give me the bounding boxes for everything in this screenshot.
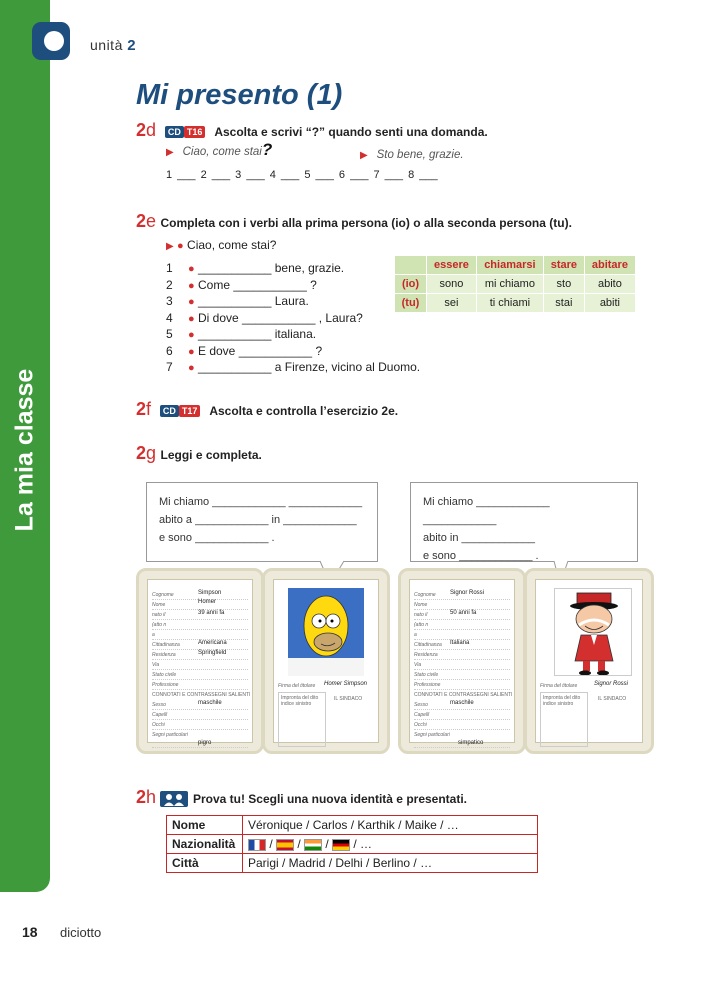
- list-item[interactable]: 2 ● Come ___________ ?: [166, 277, 317, 292]
- rossi-photo: [554, 588, 632, 676]
- id-card-homer-photo: Firma del titolare Homer Simpson Impronta del dito indice sinistro IL SINDACO: [262, 568, 390, 754]
- list-item[interactable]: 1 ● ___________ bene, grazie.: [166, 261, 345, 275]
- list-item[interactable]: 3 ● ___________ Laura.: [166, 294, 309, 308]
- fingerprint-box: Impronta del dito indice sinistro: [278, 692, 326, 747]
- table-cell: sto: [543, 275, 584, 294]
- flags-cell: / / / / …: [243, 835, 538, 854]
- triangle-icon: ▶: [166, 147, 174, 158]
- identity-table: [166, 815, 538, 873]
- instruction-2h: Prova tu! Scegli una nuova identità e presentati.: [192, 792, 467, 806]
- list-item[interactable]: 6 ● E dove ___________ ?: [166, 343, 323, 358]
- example-2e: ▶ ● Ciao, come stai?: [166, 238, 277, 252]
- exercise-2g-header: 2g Leggi e completa.: [136, 443, 262, 463]
- homer-photo: [288, 588, 364, 676]
- row-label: Nome: [167, 816, 243, 835]
- instruction-2e: Completa con i verbi alla prima persona (io) o alla seconda persona (tu).: [160, 216, 572, 230]
- items-2e: [166, 261, 420, 377]
- spain-flag: [276, 839, 294, 851]
- table-cell: Parigi / Madrid / Delhi / Berlino / …: [243, 854, 538, 873]
- row-label: Nazionalità: [167, 835, 243, 854]
- table-cell: sei: [427, 294, 477, 313]
- id-card-rossi-photo: Firma del titolare Signor Rossi Impronta del dito indice sinistro IL SINDACO: [524, 568, 654, 754]
- table-cell: mi chiamo: [476, 275, 543, 294]
- answer-blanks-2d[interactable]: 1 ___ 2 ___ 3 ___ 4 ___ 5 ___ 6 ___ 7 ___ 8 ___: [166, 169, 438, 181]
- exercise-2f-header: 2f CD T17 Ascolta e controlla l’esercizio 2e.: [136, 399, 399, 419]
- row-label: (tu): [395, 294, 427, 313]
- exercise-2h-header: 2h Prova tu! Scegli una nuova identità e presentati.: [136, 787, 467, 807]
- list-item[interactable]: 7 ● ___________ a Firenze, vicino al Duomo.: [166, 360, 421, 374]
- row-label: (io): [395, 275, 427, 294]
- sidebar: [0, 0, 50, 892]
- id-card-homer-data: Cognome Simpson Nome Homer nato il 39 anni fa (atto n a Cittadinanza Americana Residenza Springfield Via Stato civile Professione CONNOTATI E CONTRASSEGNI SALIENTI Sesso maschile Capelli Occhi Segni particolari pigro: [136, 568, 264, 754]
- instruction-2g: Leggi e completa.: [160, 448, 262, 462]
- triangle-icon: ▶: [166, 241, 174, 252]
- pair-work-icon: [160, 791, 188, 807]
- speech-bubble-right[interactable]: Mi chiamo ____________ ____________ abito in ____________ e sono ____________ .: [410, 482, 638, 562]
- row-label: Città: [167, 854, 243, 873]
- table-cell: sono: [427, 275, 477, 294]
- table-header: chiamarsi: [476, 256, 543, 275]
- instruction-2f: Ascolta e controlla l’esercizio 2e.: [209, 404, 399, 418]
- exercise-2d-header: 2d CD T16 Ascolta e scrivi “?” quando senti una domanda.: [136, 120, 488, 140]
- track-badge: T16: [184, 126, 206, 138]
- instruction-2d: Ascolta e scrivi “?” quando senti una domanda.: [214, 125, 488, 139]
- table-header: essere: [427, 256, 477, 275]
- verb-table: [394, 255, 636, 313]
- cd-icon: CD: [165, 126, 184, 138]
- sample-answer: ▶ Sto bene, grazie.: [360, 149, 464, 161]
- exercise-2e-header: 2e Completa con i verbi alla prima persona (io) o alla seconda persona (tu).: [136, 211, 572, 231]
- table-header: abitare: [584, 256, 635, 275]
- unit-number: 2: [127, 37, 137, 54]
- table-header: stare: [543, 256, 584, 275]
- page-number: 18: [22, 924, 38, 940]
- table-cell: stai: [543, 294, 584, 313]
- chapter-icon: [32, 22, 70, 60]
- page-number-word: diciotto: [60, 925, 102, 940]
- fingerprint-box: Impronta del dito indice sinistro: [540, 692, 588, 747]
- list-item[interactable]: 5 ● ___________ italiana.: [166, 327, 317, 341]
- table-cell: abito: [584, 275, 635, 294]
- triangle-icon: ▶: [360, 150, 368, 161]
- cd-icon: CD: [160, 405, 179, 417]
- germany-flag: [332, 839, 350, 851]
- table-cell: ti chiami: [476, 294, 543, 313]
- list-item[interactable]: 4 ● Di dove ___________ , Laura?: [166, 310, 363, 325]
- id-card-rossi-data: Cognome Signor Rossi Nome nato il 50 anni fa (atto n a Cittadinanza Italiana Residenza Via Stato civile Professione CONNOTATI E CONTRASSEGNI SALIENTI Sesso maschile Capelli Occhi Segni particolari simpatico: [398, 568, 526, 754]
- speech-bubble-left[interactable]: Mi chiamo ____________ ____________ abito a ____________ in ____________ e sono ____________ .: [146, 482, 378, 562]
- page-title: Mi presento (1): [136, 79, 343, 111]
- track-badge: T17: [179, 405, 201, 417]
- india-flag: [304, 839, 322, 851]
- france-flag: [248, 839, 266, 851]
- unit-label: unità 2: [90, 37, 137, 54]
- table-cell: abiti: [584, 294, 635, 313]
- table-cell: Véronique / Carlos / Karthik / Maike / …: [243, 816, 538, 835]
- sidebar-title: La mia classe: [10, 368, 39, 532]
- sample-question: ▶ Ciao, come stai?: [166, 140, 273, 159]
